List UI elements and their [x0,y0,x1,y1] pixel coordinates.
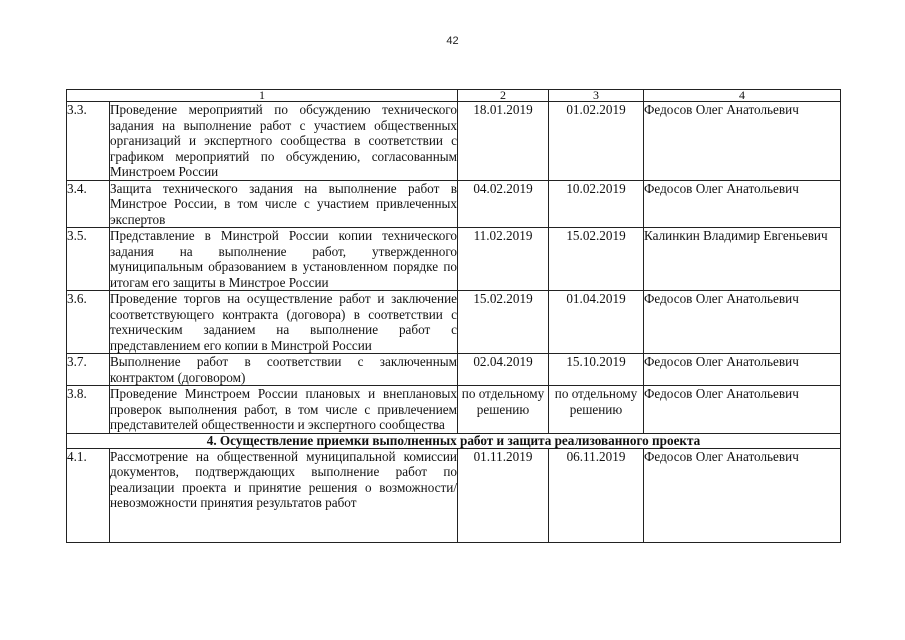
row-description: Представление в Минстрой России копии технического задания на выполнение работ, утвержденного муниципальным образованием в установленном порядке по итогам его защиты в Минстрое России [110,228,457,290]
start-date: 15.02.2019 [458,291,549,354]
page-number: 42 [446,35,459,47]
responsible-person: Федосов Олег Анатольевич [644,354,841,386]
column-header-2: 2 [458,90,549,102]
responsible-person: Калинкин Владимир Евгеньевич [644,228,841,291]
end-date: 15.02.2019 [549,228,644,291]
responsible-person: Федосов Олег Анатольевич [644,448,841,542]
table-row [67,291,841,354]
row-number: 4.1. [67,448,110,542]
responsible-person: Федосов Олег Анатольевич [644,386,841,434]
start-date: 04.02.2019 [458,180,549,228]
responsible-person: Федосов Олег Анатольевич [644,102,841,181]
end-date: 01.04.2019 [549,291,644,354]
section-header-row [67,433,841,448]
row-number: 3.3. [67,102,110,181]
row-number: 3.7. [67,354,110,386]
row-description: Проведение мероприятий по обсуждению технического задания на выполнение работ с участием общественных организаций и экспертного сообщества в соответствии с графиком мероприятий по обсуждению, согласованным Минстроем России [110,102,457,179]
table-row [67,228,841,291]
row-description: Рассмотрение на общественной муниципальной комиссии документов, подтверждающих выполнение работ по реализации проекта и принятие решения о возможности/невозможности принятия результатов работ [110,448,458,542]
column-header-4: 4 [644,90,841,102]
table-row [67,180,841,228]
start-date: по отдельному решению [458,386,549,434]
end-date: 10.02.2019 [549,180,644,228]
row-number: 3.5. [67,228,110,291]
responsible-person: Федосов Олег Анатольевич [644,291,841,354]
responsible-person: Федосов Олег Анатольевич [644,180,841,228]
column-header-3: 3 [549,90,644,102]
table-row [67,354,841,386]
end-date: по отдельному решению [549,386,644,434]
table-header-row [67,90,841,102]
row-number: 3.4. [67,180,110,228]
start-date: 11.02.2019 [458,228,549,291]
row-number: 3.8. [67,386,110,434]
section-title: 4. Осуществление приемки выполненных работ и защита реализованного проекта [67,433,841,448]
table-row [67,102,841,181]
plan-table [66,89,841,543]
column-header-1: 1 [67,90,458,102]
row-description: Проведение торгов на осуществление работ и заключение соответствующего контракта (договора) в соответствии с техническим заданием на выполнение работ с представлением его копии в Минстрой России [110,291,457,353]
row-description: Проведение Минстроем России плановых и внеплановых проверок выполнения работ, в том числе с привлечением представителей общественности и экспертного сообщества [110,386,457,432]
start-date: 18.01.2019 [458,102,549,181]
start-date: 01.11.2019 [458,448,549,542]
end-date: 06.11.2019 [549,448,644,542]
table-row [67,448,841,542]
end-date: 15.10.2019 [549,354,644,386]
start-date: 02.04.2019 [458,354,549,386]
end-date: 01.02.2019 [549,102,644,181]
row-description: Защита технического задания на выполнение работ в Минстрое России, в том числе с участием привлеченных экспертов [110,180,457,227]
table-row [67,386,841,434]
row-number: 3.6. [67,291,110,354]
row-description: Выполнение работ в соответствии с заключенным контрактом (договором) [110,354,457,385]
